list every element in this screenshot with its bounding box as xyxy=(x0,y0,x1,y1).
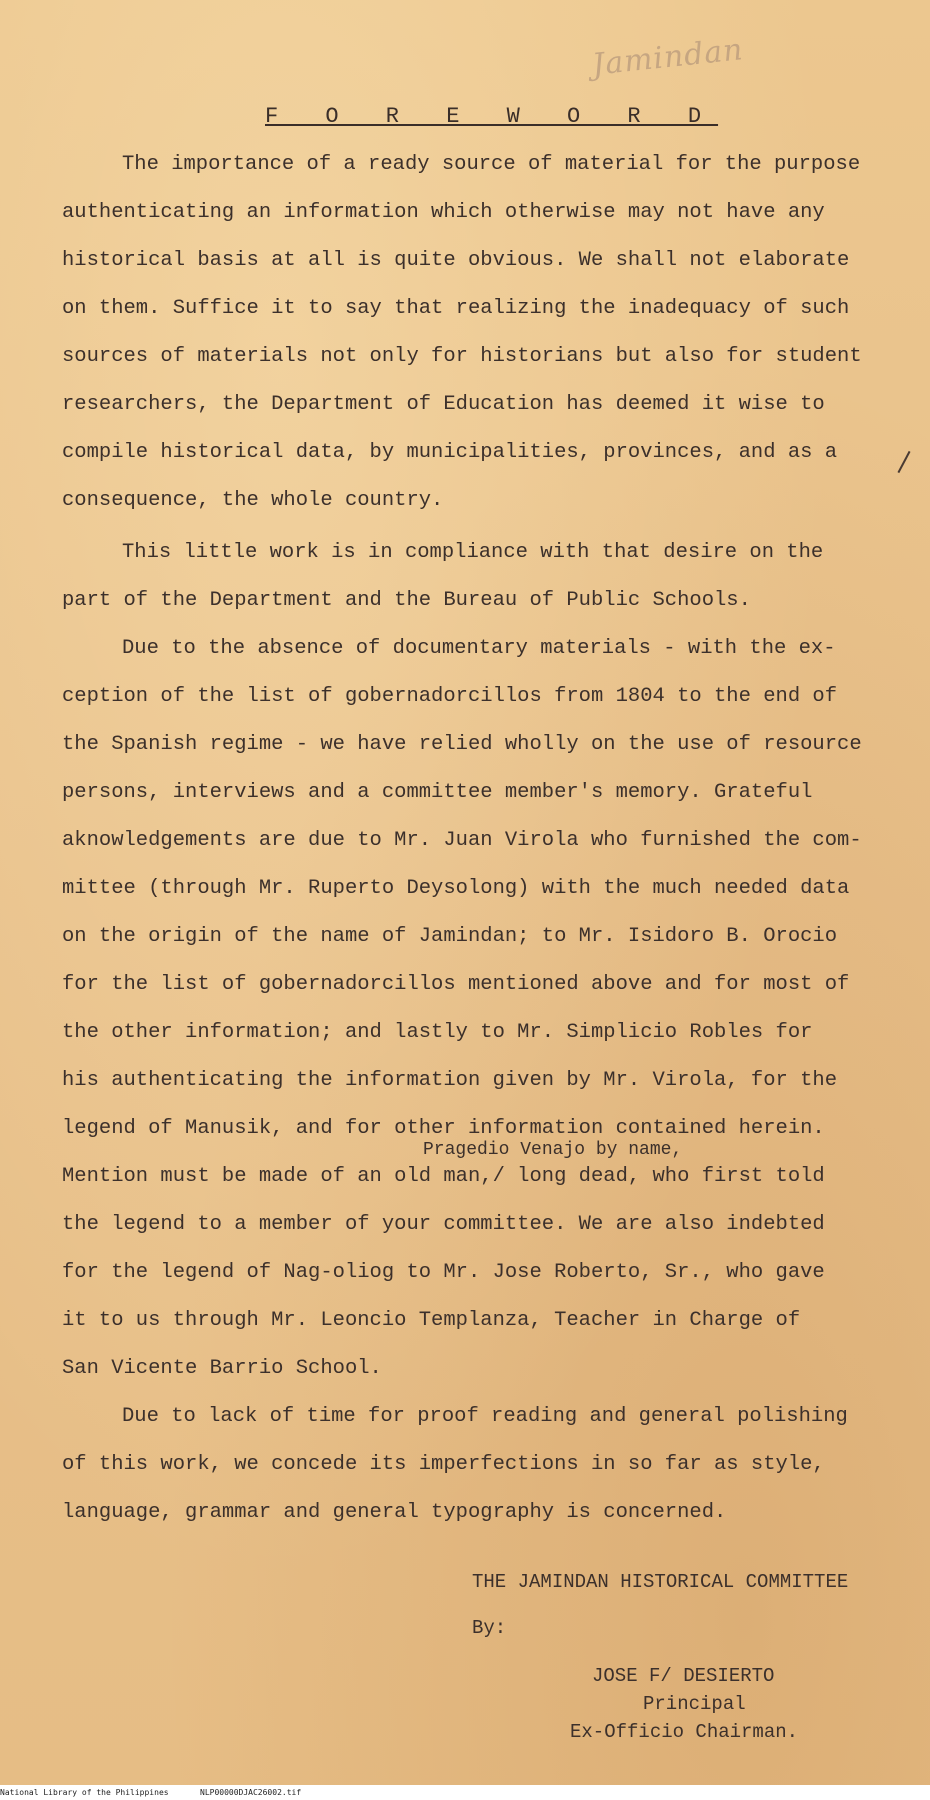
body-line: This little work is in compliance with that desire on the xyxy=(122,541,824,564)
body-line: the legend to a member of your committee. We are also indebted xyxy=(62,1213,825,1236)
body-line: on the origin of the name of Jamindan; to Mr. Isidoro B. Orocio xyxy=(62,925,838,948)
body-line: Due to the absence of documentary materials - with the ex- xyxy=(122,637,836,660)
body-line: consequence, the whole country. xyxy=(62,489,444,512)
body-line: persons, interviews and a committee member's memory. Grateful xyxy=(62,781,813,804)
signatory-name: JOSE F/ DESIERTO xyxy=(592,1665,775,1687)
signatory-position: Principal xyxy=(643,1693,746,1715)
body-line: of this work, we concede its imperfections in so far as style, xyxy=(62,1453,825,1476)
body-line: it to us through Mr. Leoncio Templanza, Teacher in Charge of xyxy=(62,1309,801,1332)
body-line: researchers, the Department of Education has deemed it wise to xyxy=(62,393,825,416)
committee-name: THE JAMINDAN HISTORICAL COMMITTEE xyxy=(472,1571,849,1593)
body-line: legend of Manusik, and for other information contained herein. xyxy=(62,1117,825,1140)
footer-library: National Library of the Philippines xyxy=(0,1788,169,1797)
body-line: Due to lack of time for proof reading and general polishing xyxy=(122,1405,848,1428)
body-line: The importance of a ready source of material for the purpose xyxy=(122,153,861,176)
body-line: the other information; and lastly to Mr. Simplicio Robles for xyxy=(62,1021,813,1044)
body-line: mittee (through Mr. Ruperto Deysolong) with the much needed data xyxy=(62,877,850,900)
body-line: his authenticating the information given by Mr. Virola, for the xyxy=(62,1069,838,1092)
signature-by: By: xyxy=(472,1617,507,1639)
body-line: ception of the list of gobernadorcillos from 1804 to the end of xyxy=(62,685,838,708)
page-title: F O R E W O R D xyxy=(265,104,719,129)
body-line: for the list of gobernadorcillos mentioned above and for most of xyxy=(62,973,850,996)
inserted-text: Pragedio Venajo by name, xyxy=(423,1140,683,1160)
body-line: San Vicente Barrio School. xyxy=(62,1357,382,1380)
footer-file: NLP00000DJAC26002.tif xyxy=(200,1788,302,1797)
body-line: aknowledgements are due to Mr. Juan Virola who furnished the com- xyxy=(62,829,862,852)
body-line: the Spanish regime - we have relied wholly on the use of resource xyxy=(62,733,862,756)
body-line: language, grammar and general typography is concerned. xyxy=(62,1501,727,1524)
margin-mark xyxy=(897,451,910,473)
scan-footer xyxy=(0,1785,930,1800)
body-line: Mention must be made of an old man,/ long dead, who first told xyxy=(62,1165,825,1188)
body-line: on them. Suffice it to say that realizing the inadequacy of such xyxy=(62,297,850,320)
body-line: compile historical data, by municipalities, provinces, and as a xyxy=(62,441,838,464)
body-line: sources of materials not only for historians but also for student xyxy=(62,345,862,368)
handwritten-note: Jamindan xyxy=(590,32,746,83)
body-line: for the legend of Nag-oliog to Mr. Jose Roberto, Sr., who gave xyxy=(62,1261,825,1284)
signatory-role: Ex-Officio Chairman. xyxy=(570,1721,799,1743)
body-line: authenticating an information which otherwise may not have any xyxy=(62,201,825,224)
body-line: part of the Department and the Bureau of Public Schools. xyxy=(62,589,751,612)
body-line: historical basis at all is quite obvious. We shall not elaborate xyxy=(62,249,850,272)
